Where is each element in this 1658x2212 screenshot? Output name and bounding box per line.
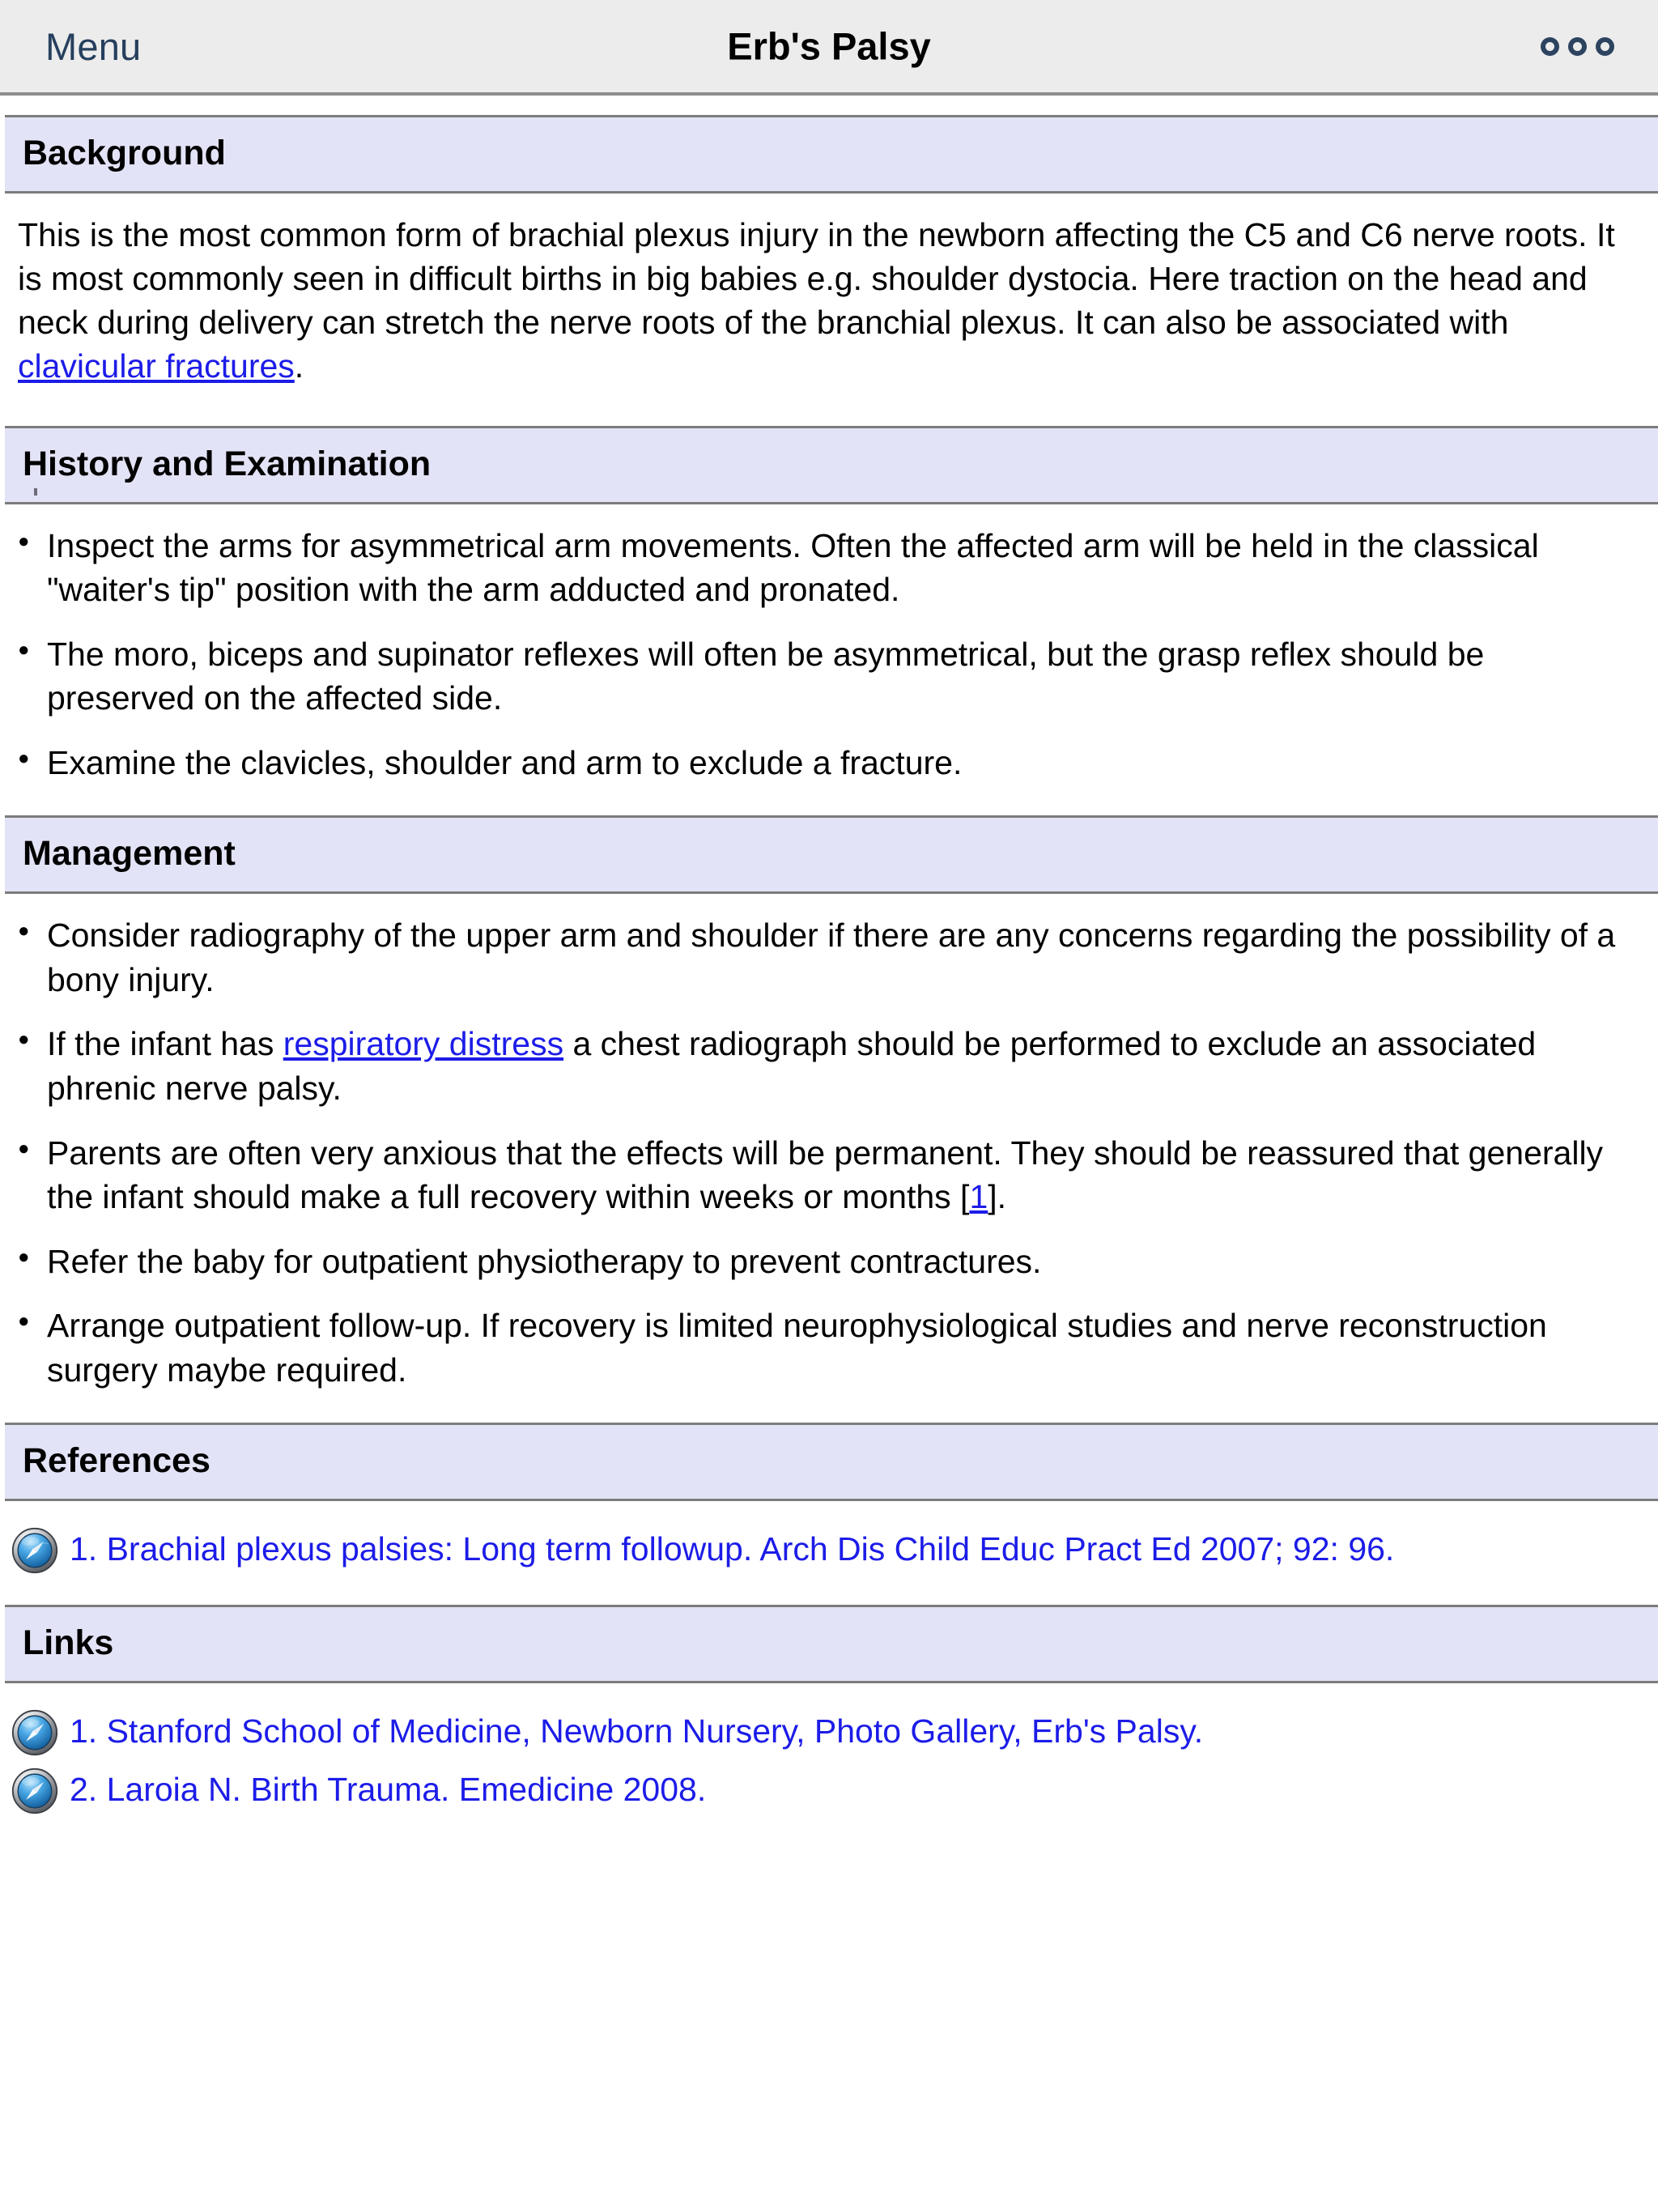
list-item [18,1240,1640,1284]
link-item-text[interactable]: 1. Stanford School of Medicine, Newborn Nursery, Photo Gallery, Erb's Palsy. [70,1712,1204,1750]
list-item [18,1131,1640,1219]
background-text-1: This is the most common form of brachial plexus injury in the newborn affecting the C5 and C6 nerve roots. It is most commonly seen in difficult births in big babies e.g. shoulder dystocia. Here traction on the head and neck during delivery can stretch the nerve roots of the branchial plexus. It can also be associated with [18,216,1615,342]
management-bullet-3-text-b: ]. [988,1178,1007,1216]
history-bullet-3-text: Examine the clavicles, shoulder and arm to exclude a fracture. [47,743,963,781]
safari-browser-icon [11,1767,58,1814]
list-item [18,913,1640,1002]
article-content [0,115,1658,1824]
section-heading-management: Management [5,815,1658,894]
render-artifact-dot [34,488,37,496]
section-heading-links: Links [5,1605,1658,1683]
app-toolbar [0,0,1658,96]
menu-button[interactable]: Menu [45,24,142,68]
link-item-text[interactable]: 2. Laroia N. Birth Trauma. Emedicine 2008. [70,1771,707,1809]
section-heading-references: References [5,1423,1658,1501]
clavicular-fractures-link[interactable]: clavicular fractures [18,347,295,385]
management-bullet-1-text: Consider radiography of the upper arm and shoulder if there are any concerns regarding the possibility of a bony injury. [47,917,1616,998]
list-item [18,1022,1640,1110]
list-item [18,524,1640,612]
citation-1-link[interactable]: 1 [969,1178,988,1216]
background-text-2: . [294,347,304,385]
section-heading-history-label: History and Examination [23,444,432,483]
history-bullet-2-text: The moro, biceps and supinator reflexes will often be asymmetrical, but the grasp reflex should be preserved on the affected side. [47,635,1485,717]
references-list [0,1501,1658,1584]
history-bullet-1-text: Inspect the arms for asymmetrical arm movements. Often the affected arm will be held in the classical "waiter's tip" position with the arm adducted and pronated. [47,526,1539,609]
history-bullet-list [18,524,1640,785]
list-item[interactable] [0,1517,1658,1571]
section-body-background [0,194,1658,404]
circle-icon-3 [1596,37,1614,56]
list-item [18,1304,1640,1392]
reference-item-text[interactable]: 1. Brachial plexus palsies: Long term followup. Arch Dis Child Educ Pract Ed 2007; 92: 96. [70,1530,1395,1568]
section-body-history-and-examination [0,504,1658,795]
respiratory-distress-link[interactable]: respiratory distress [283,1025,564,1063]
management-bullet-4-text: Refer the baby for outpatient physiotherapy to prevent contractures. [47,1242,1042,1280]
management-bullet-list [18,913,1640,1392]
circle-icon-1 [1541,37,1559,56]
list-item[interactable] [0,1699,1658,1753]
section-heading-history-and-examination [5,426,1658,504]
list-item[interactable] [0,1758,1658,1811]
safari-browser-icon [11,1527,58,1574]
background-paragraph [18,213,1640,388]
list-item [18,741,1640,785]
links-list [0,1683,1658,1824]
management-bullet-5-text: Arrange outpatient follow-up. If recovery is limited neurophysiological studies and nerve reconstruction surgery maybe required. [47,1307,1547,1389]
section-heading-background: Background [5,115,1658,194]
list-item [18,632,1640,721]
management-bullet-2-text-a: If the infant has [47,1025,283,1063]
management-bullet-2-text-b: a chest radiograph should be performed to exclude an associated phrenic nerve palsy. [47,1025,1537,1107]
circle-icon-2 [1568,37,1587,56]
safari-browser-icon [11,1709,58,1756]
three-circles-icon[interactable] [1541,37,1614,56]
page-title: Erb's Palsy [727,24,931,68]
section-body-management [0,894,1658,1402]
management-bullet-3-text-a: Parents are often very anxious that the effects will be permanent. They should be reassured that generally the infant should make a full recovery within weeks or months [ [47,1134,1604,1216]
